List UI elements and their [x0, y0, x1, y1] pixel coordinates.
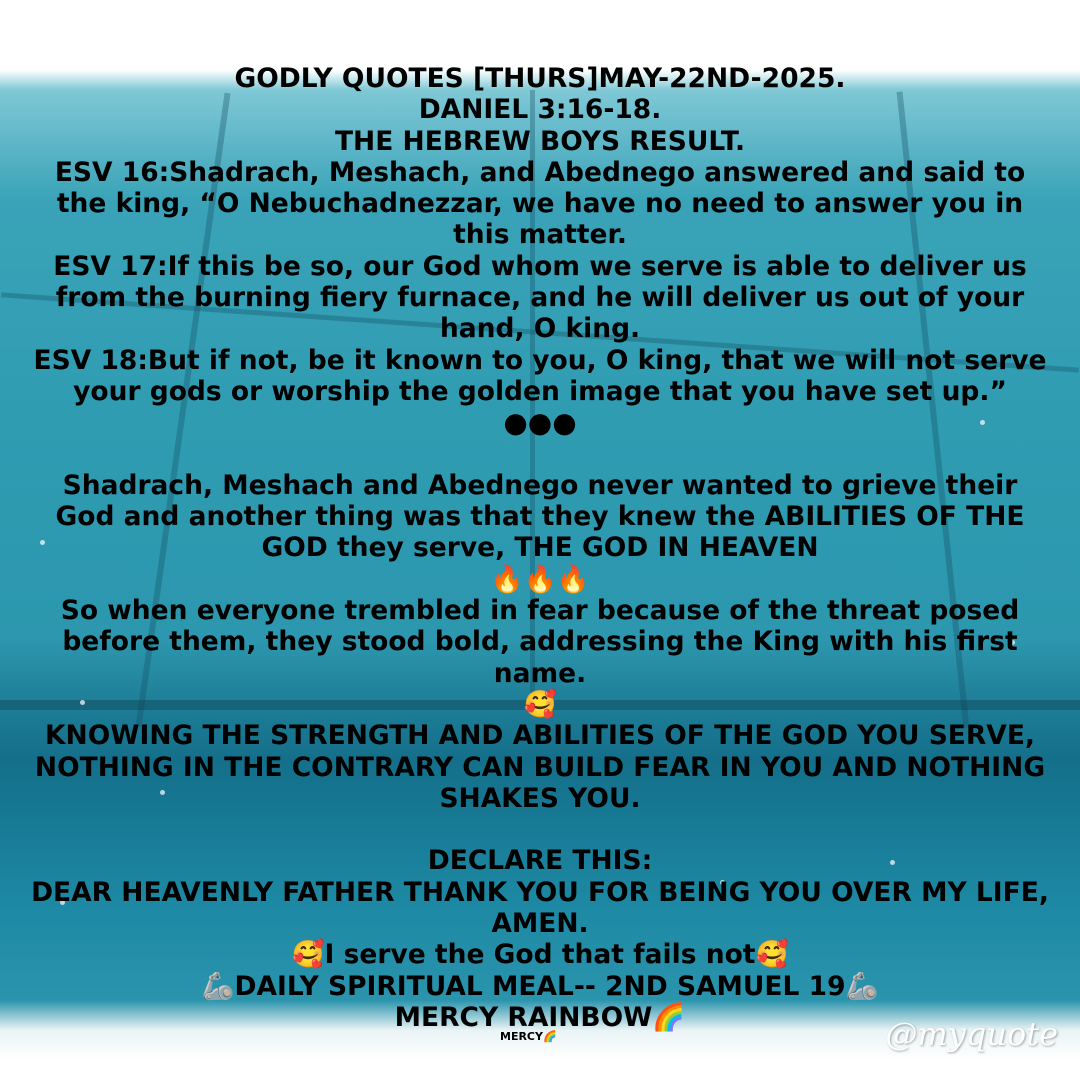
daily-meal-line: 🦾DAILY SPIRITUAL MEAL-- 2ND SAMUEL 19🦾 [201, 970, 879, 1002]
verse-17-line-1: ESV 17:If this be so, our God whom we serve is able to deliver us [53, 250, 1027, 282]
prayer-line-1: DEAR HEAVENLY FATHER THANK YOU FOR BEING YOU OVER MY LIFE, [31, 876, 1049, 908]
verse-18-line-2: your gods or worship the golden image that you have set up.” [73, 375, 1007, 407]
signature-line: MERCY RAINBOW🌈 [394, 1001, 686, 1033]
spacer [30, 814, 1050, 845]
declaration-line-2: NOTHING IN THE CONTRARY CAN BUILD FEAR IN YOU AND NOTHING [34, 751, 1046, 783]
separator-dots: ●●● [503, 406, 577, 440]
smiling-hearts-emoji: 🥰 [523, 688, 557, 720]
verse-18-line-1: ESV 18:But if not, be it known to you, O king, that we will not serve [33, 344, 1047, 376]
verse-17-line-3: hand, O king. [439, 313, 641, 345]
quote-subtitle: THE HEBREW BOYS RESULT. [334, 125, 746, 157]
reflection-line-1: Shadrach, Meshach and Abednego never wanted to grieve their [62, 469, 1018, 501]
affirmation-line: 🥰I serve the God that fails not🥰 [291, 939, 789, 971]
reflection-line-5: before them, they stood bold, addressing the King with his first [62, 626, 1018, 658]
verse-16-line-2: the king, “O Nebuchadnezzar, we have no need to answer you in [56, 188, 1024, 220]
declaration-line-3: SHAKES YOU. [439, 782, 641, 814]
app-watermark: @myquote [885, 1015, 1058, 1053]
reflection-line-2: God and another thing was that they knew the ABILITIES OF THE [55, 501, 1025, 533]
fire-emoji-row: 🔥🔥🔥 [490, 563, 590, 595]
verse-16-line-3: this matter. [453, 219, 627, 251]
scripture-reference: DANIEL 3:16-18. [418, 94, 662, 126]
spacer [30, 439, 1050, 470]
author-tag: MERCY🌈 [500, 1030, 557, 1043]
declaration-line-1: KNOWING THE STRENGTH AND ABILITIES OF THE GOD YOU SERVE, [45, 720, 1035, 752]
reflection-line-3: GOD they serve, THE GOD IN HEAVEN [261, 532, 819, 564]
verse-16-line-1: ESV 16:Shadrach, Meshach, and Abednego answered and said to [54, 156, 1026, 188]
quote-text-block [30, 63, 1050, 1033]
declare-heading: DECLARE THIS: [427, 845, 653, 877]
quote-title: GODLY QUOTES [THURS]MAY-22ND-2025. [234, 63, 846, 94]
reflection-line-4: So when everyone trembled in fear because of the threat posed [60, 595, 1020, 627]
reflection-line-6: name. [493, 657, 587, 689]
prayer-line-2: AMEN. [491, 908, 589, 940]
verse-17-line-2: from the burning fiery furnace, and he will deliver us out of your [55, 282, 1025, 314]
